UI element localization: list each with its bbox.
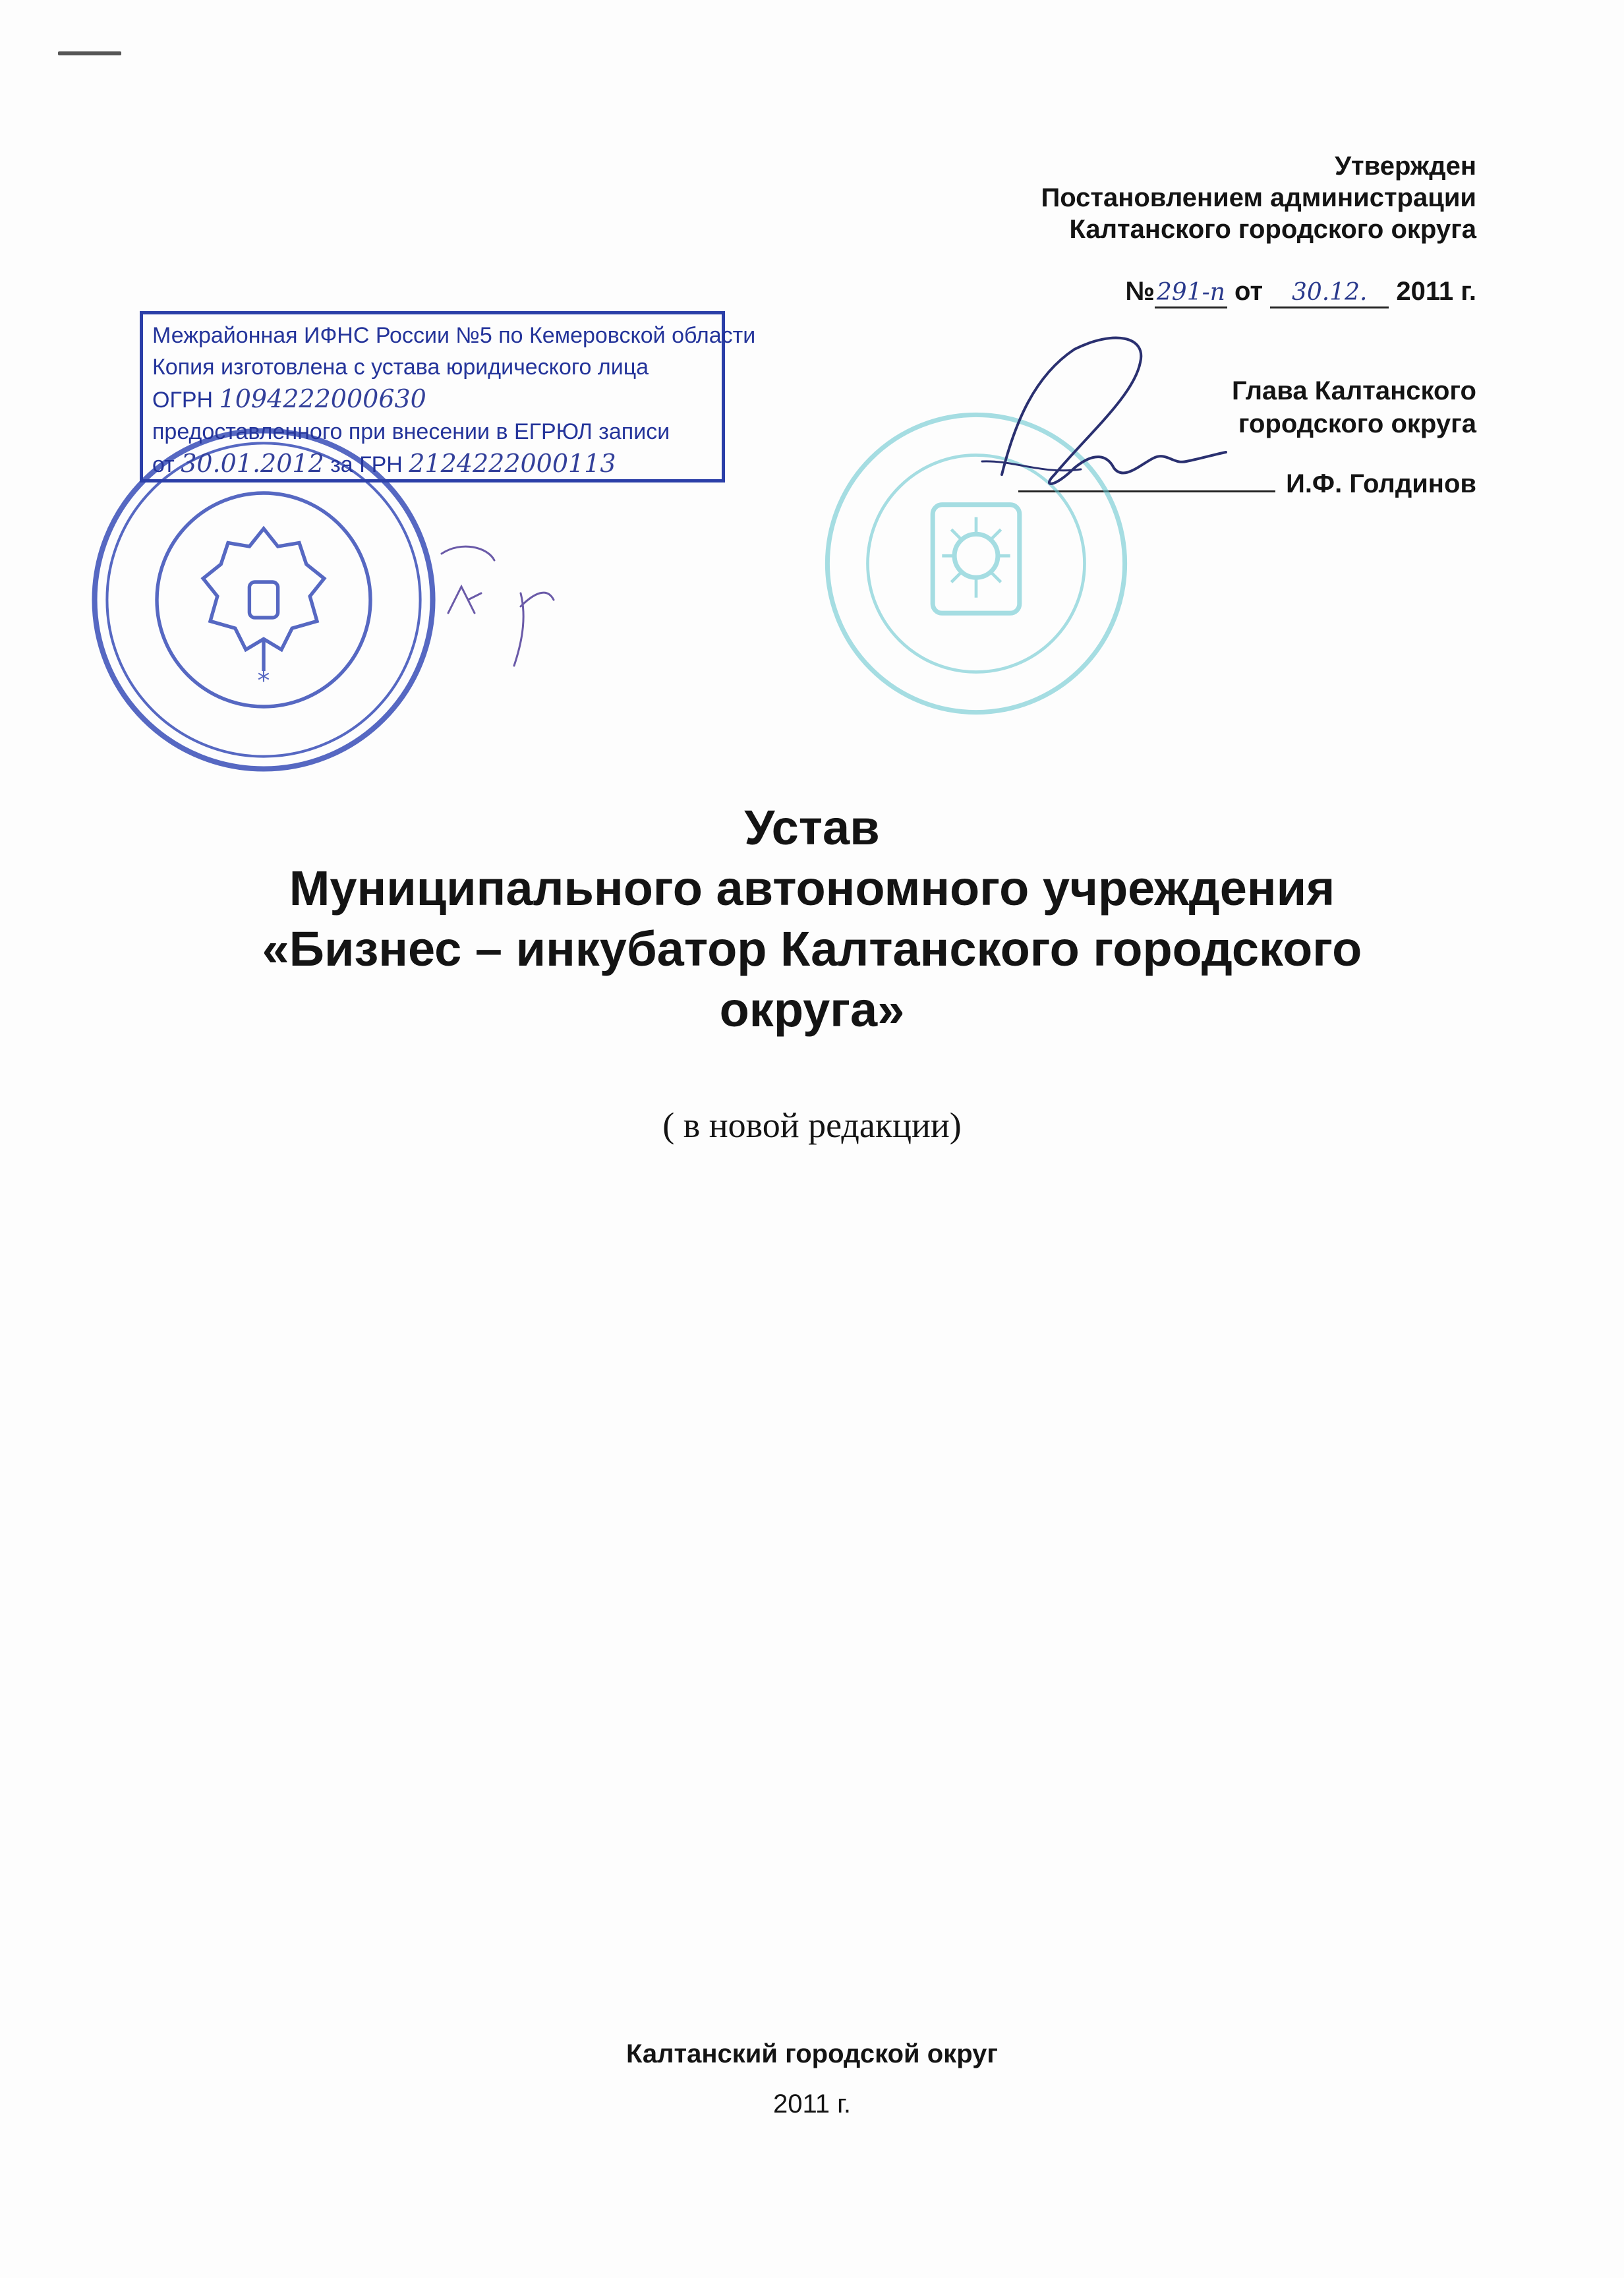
head-name: И.Ф. Голдинов — [1286, 469, 1476, 498]
stamp-date-row — [152, 448, 712, 481]
registration-copy-stamp — [140, 311, 756, 482]
stamp-line-2: Копия изготовлена с устава юридического лица — [152, 355, 649, 380]
order-date-handwritten: 30.12. — [1291, 279, 1368, 306]
head-title-line-2: городского округа — [1238, 409, 1476, 438]
approval-line-1: Утвержден — [1335, 152, 1476, 181]
stamp-from-value: 30.01.2012 — [181, 449, 324, 478]
stamp-ogrn-row — [152, 383, 712, 416]
stamp-line-4: предоставленного при внесении в ЕГРЮЛ записи — [152, 419, 670, 444]
order-number-prefix: № — [1125, 277, 1155, 306]
document-footer — [0, 2035, 1624, 2122]
footer-place: Калтанский городской округ — [625, 2039, 999, 2068]
head-title-line-1: Глава Калтанского — [1231, 376, 1476, 405]
order-number-handwritten: 291-п — [1156, 279, 1225, 306]
stamp-ogrn-label: ОГРН — [152, 388, 214, 413]
signature-scribble-icon — [975, 323, 1265, 534]
title-line-3: «Бизнес – инкубатор Калтанского городского — [262, 921, 1362, 976]
approval-line-2: Постановлением администрации — [1041, 183, 1476, 212]
stamp-grn-label: за ГРН — [330, 452, 403, 477]
document-title — [0, 798, 1624, 1040]
title-line-4: округа» — [719, 982, 905, 1037]
stamp-ogrn-value: 1094222000630 — [219, 384, 426, 413]
stamp-from-label: от — [152, 452, 175, 477]
title-line-2: Муниципального автономного учреждения — [289, 861, 1335, 916]
order-from-label: от — [1234, 277, 1263, 306]
title-line-1: Устав — [744, 800, 880, 855]
stamp-grn-value: 2124222000113 — [409, 449, 616, 478]
approval-line-3: Калтанского городского округа — [1069, 215, 1476, 244]
staple-mark — [58, 51, 121, 55]
stamp-line-1: Межрайонная ИФНС России №5 по Кемеровской области — [152, 323, 756, 348]
handwritten-initials-icon — [422, 514, 593, 686]
document-subtitle: ( в новой редакции) — [662, 1105, 962, 1145]
order-number-line — [1125, 277, 1476, 308]
order-year: 2011 г. — [1396, 277, 1476, 306]
svg-text:*: * — [257, 666, 270, 695]
footer-year: 2011 г. — [773, 2089, 851, 2118]
approval-block — [883, 150, 1476, 245]
